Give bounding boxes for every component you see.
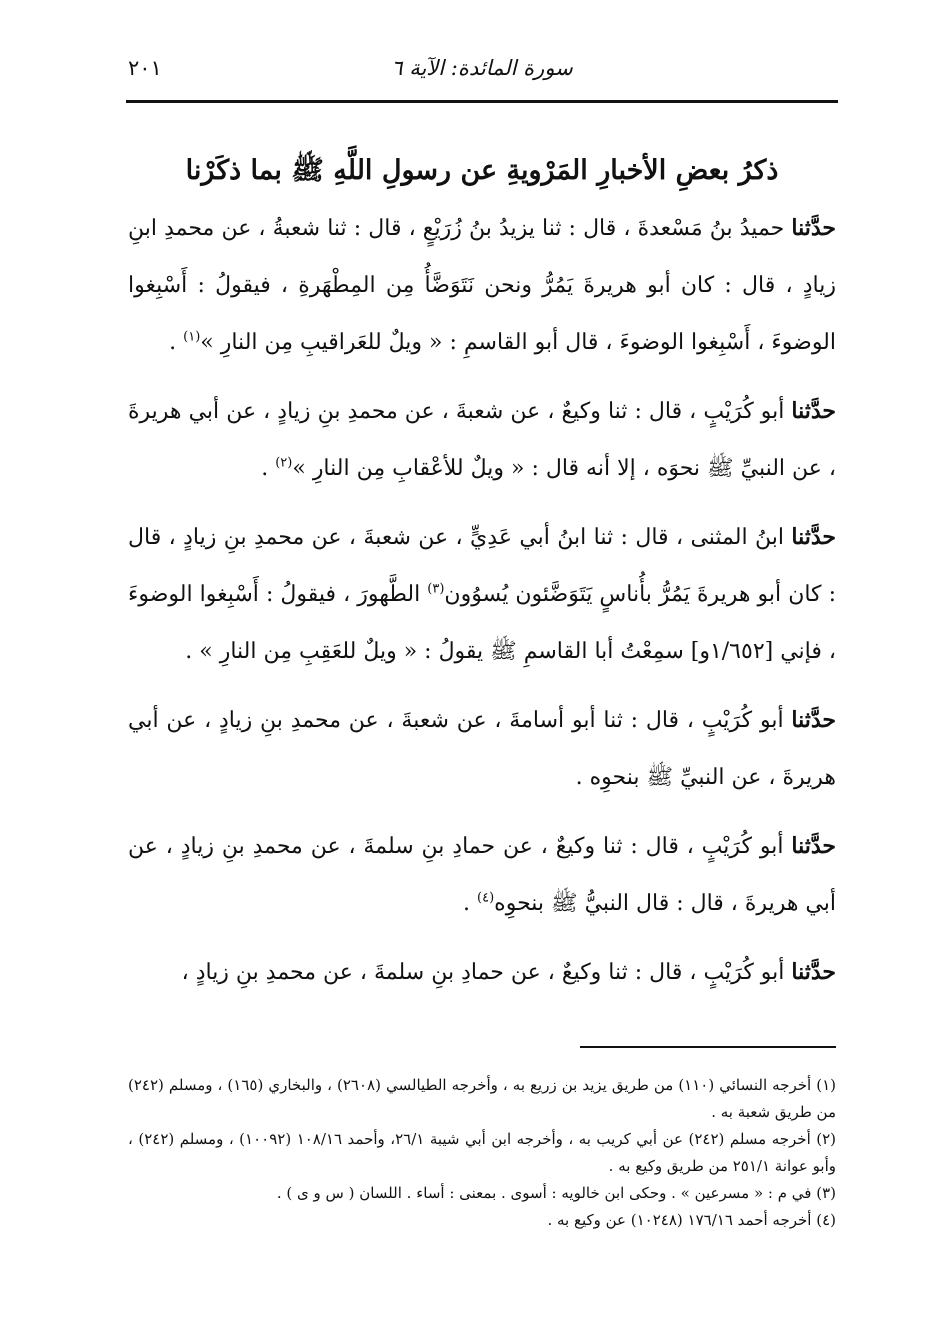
footnote-ref[interactable]: (٢) <box>275 455 293 471</box>
page-number: ٢٠١ <box>128 56 162 80</box>
paragraph-lead: حدَّثنا <box>791 398 836 424</box>
hadith-paragraph <box>128 818 836 932</box>
running-head <box>128 52 836 92</box>
paragraph-text: أبو كُرَيْبٍ ، قال : ثنا وكيعٌ ، عن حمادِ بنِ سلمةَ ، عن محمدِ بنِ زيادٍ ، عن أبي هريرةَ ، قال : قال النبيُّ ﷺ بنحوِه <box>128 834 836 916</box>
header-rule <box>126 100 838 103</box>
paragraph-tail: . <box>261 456 276 481</box>
hadith-paragraph <box>128 509 836 680</box>
footnote-2: (٢) أخرجه مسلم (٢٤٢) عن أبي كريب به ، وأخرجه ابن أبي شيبة ٢٦/١، وأحمد ١٠٨/١٦ (١٠٠٩٢) ، ومسلم (٢٤٢) ، وأبو عوانة ٢٥١/١ من طريق وكيع به . <box>128 1130 837 1175</box>
paragraph-lead: حدَّثنا <box>791 833 836 859</box>
hadith-paragraph <box>128 200 836 371</box>
hadith-paragraph <box>128 383 836 497</box>
section-heading: ذكرُ بعضِ الأخبارِ المَرْويةِ عن رسولِ اللَّهِ ﷺ بما ذكَرْنا <box>185 155 779 186</box>
footnotes <box>128 1072 836 1234</box>
footnote-4: (٤) أخرجه أحمد ١٧٦/١٦ (١٠٢٤٨) عن وكيع به . <box>547 1211 836 1229</box>
paragraph-tail: الطَّهورَ ، فيقولُ : أَسْبِغوا الوضوءَ ، فإني [١/٦٥٢و] سمِعْتُ أبا القاسمِ ﷺ يقولُ : « ويلٌ للعَقِبِ مِن النارِ » . <box>128 582 836 664</box>
paragraph-text: حميدُ بنُ مَسْعدةَ ، قال : ثنا يزيدُ بنُ زُرَيْعٍ ، قال : ثنا شعبةُ ، عن محمدِ ابنِ زيادٍ ، قال : كان أبو هريرةَ يَمُرُّ ونحن نَتَوَضَّأُ مِن المِطْهَرةِ ، فيقولُ : أَسْبِغوا الوضوءَ ، أَسْبِغوا الوضوءَ ، قال أبو القاسمِ : « ويلٌ للعَراقيبِ مِن النارِ » <box>128 216 836 355</box>
footnote-separator <box>580 1046 836 1048</box>
paragraph-text: ابنُ المثنى ، قال : ثنا ابنُ أبي عَدِيٍّ ، عن شعبةَ ، عن محمدِ بنِ زيادٍ ، قال : كان أبو هريرةَ يَمُرُّ بأُناسٍ يَتَوَضَّئون يُسوُون <box>128 525 836 607</box>
paragraph-text: أبو كُرَيْبٍ ، قال : ثنا وكيعٌ ، عن شعبةَ ، عن محمدِ بنِ زيادٍ ، عن أبي هريرةَ ، عن النبيِّ ﷺ نحوَه ، إلا أنه قال : « ويلٌ للأعْقابِ مِن النارِ » <box>128 399 836 481</box>
paragraph-tail: . <box>169 330 184 355</box>
running-title: سورة المائدة: الآية ٦ <box>391 56 573 80</box>
footnote-3: (٣) في م : « مسرعين » . وحكى ابن خالويه : أسوى . بمعنى : أساء . اللسان ( س و ى ) . <box>276 1184 836 1202</box>
hadith-paragraph <box>128 692 836 806</box>
footnote-ref[interactable]: (١) <box>183 329 201 345</box>
footnote-1: (١) أخرجه النسائي (١١٠) من طريق يزيد بن زريع به ، وأخرجه الطيالسي (٢٦٠٨) ، والبخاري (١٦٥) ، ومسلم (٢٤٢) من طريق شعبة به . <box>128 1076 836 1121</box>
paragraph-text: أبو كُرَيْبٍ ، قال : ثنا أبو أسامةَ ، عن شعبةَ ، عن محمدِ بنِ زيادٍ ، عن أبي هريرةَ ، عن النبيِّ ﷺ بنحوِه . <box>128 708 836 790</box>
paragraph-lead: حدَّثنا <box>791 524 836 550</box>
main-text <box>128 148 836 1013</box>
paragraph-tail: . <box>463 891 478 916</box>
paragraph-lead: حدَّثنا <box>791 707 836 733</box>
paragraph-lead: حدَّثنا <box>791 959 836 985</box>
paragraph-text: أبو كُرَيْبٍ ، قال : ثنا وكيعٌ ، عن حمادِ بنِ سلمةَ ، عن محمدِ بنِ زيادٍ ، <box>181 960 792 985</box>
footnote-ref[interactable]: (٤) <box>477 890 495 906</box>
hadith-paragraph <box>128 944 836 1001</box>
paragraph-lead: حدَّثنا <box>791 215 836 241</box>
footnote-ref[interactable]: (٣) <box>427 581 445 597</box>
